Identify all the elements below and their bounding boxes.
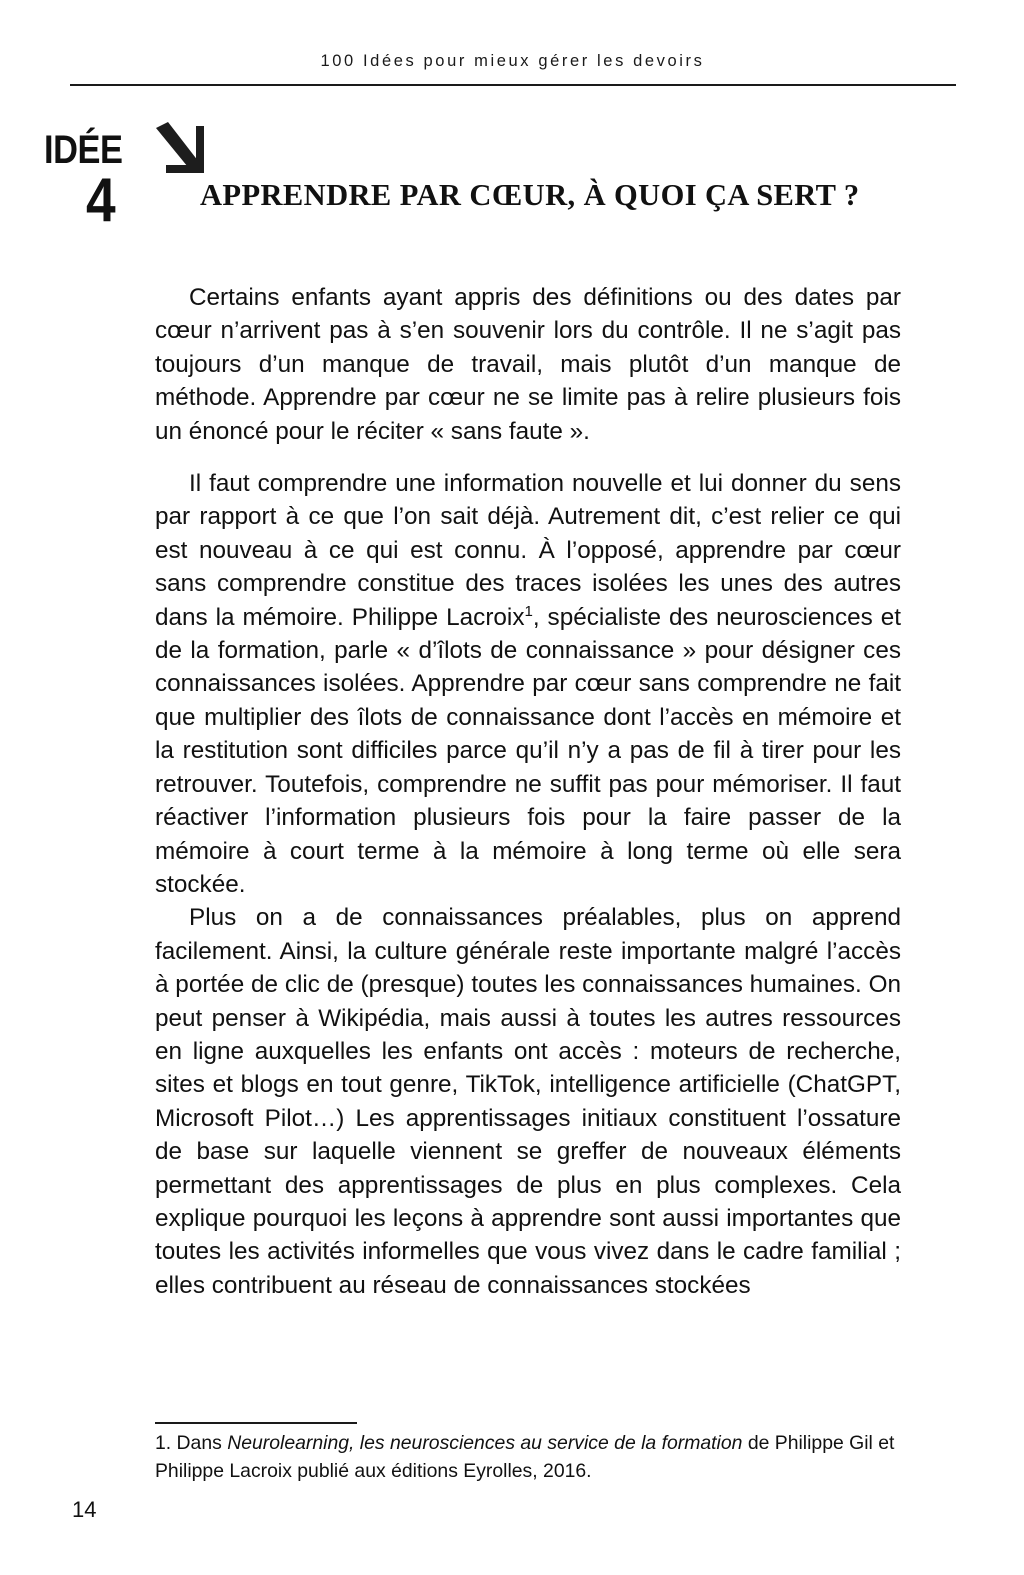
paragraph-2-text-after-footnote: , spécialiste des neurosciences et de la formation, parle « d’îlots de connaissance » pour désigner ces connaissances isolées. Apprendre par cœur sans comprendre ne fait que multiplier des îlots de connaissance dont l’accès en mémoire et la restitution sont difficiles parce qu’il n’y a pas de fil à tirer pour les retrouver. Toutefois, comprendre ne suffit pas pour mémoriser. Il faut réactiver l’information plusieurs fois pour la faire passer de la mémoire à court terme à la mémoire à long terme où elle sera stockée.	[155, 603, 901, 898]
footnote-rest: de Philippe Gil et Philippe Lacroix publié aux éditions Eyrolles, 2016.	[155, 1432, 895, 1482]
running-head: 100 Idées pour mieux gérer les devoirs	[320, 52, 705, 70]
footnote	[155, 1429, 903, 1485]
paragraph-2	[155, 467, 901, 901]
arrow-down-right-icon	[152, 122, 210, 184]
paragraph-1: Certains enfants ayant appris des définitions ou des dates par cœur n’arrivent pas à s’en souvenir lors du contrôle. Il ne s’agit pas toujours d’un manque de travail, mais plutôt d’un manque de méthode. Apprendre par cœur ne se limite pas à relire plusieurs fois un énoncé pour le réciter « sans faute ».	[155, 284, 901, 445]
body-text	[155, 281, 901, 1302]
footnote-number: 1. Dans	[155, 1432, 228, 1454]
idea-label: IDÉE	[44, 128, 123, 172]
paragraph-3: Plus on a de connaissances préalables, plus on apprend facilement. Ainsi, la culture générale reste importante malgré l’accès à portée de clic de (presque) toutes les connaissances humaines. On peut penser à Wikipédia, mais aussi à toutes les autres ressources en ligne auxquelles les enfants ont accès : moteurs de recherche, sites et blogs en tout genre, TikTok, intelligence artificielle (ChatGPT, Microsoft Pilot…) Les apprentissages initiaux constituent l’ossature de base sur laquelle viennent se greffer de nouveaux éléments permettant des apprentissages de plus en plus complexes. Cela explique pourquoi les leçons à apprendre sont aussi importantes que toutes les activités informelles que vous vivez dans le cadre familial ; elles contribuent au réseau de connaissances stockées	[155, 904, 901, 1299]
idea-number: 4	[86, 166, 116, 235]
paragraph-2-text-before-footnote: Il faut comprendre une information nouvelle et lui donner du sens par rapport à ce que l’on sait déjà. Autrement dit, c’est relier ce qui est nouveau à ce qui est connu. À l’opposé, apprendre par cœur sans comprendre constitue des traces isolées les unes des autres dans la mémoire. Philippe Lacroix	[155, 470, 901, 631]
footnote-reference[interactable]: 1	[524, 602, 533, 620]
footnote-book-title: Neurolearning, les neurosciences au service de la formation	[227, 1432, 743, 1454]
page-number: 14	[72, 1497, 97, 1522]
header-rule	[70, 84, 956, 86]
footnote-separator	[155, 1422, 357, 1424]
page-title: APPRENDRE PAR CŒUR, À QUOI ÇA SERT ?	[200, 178, 860, 212]
